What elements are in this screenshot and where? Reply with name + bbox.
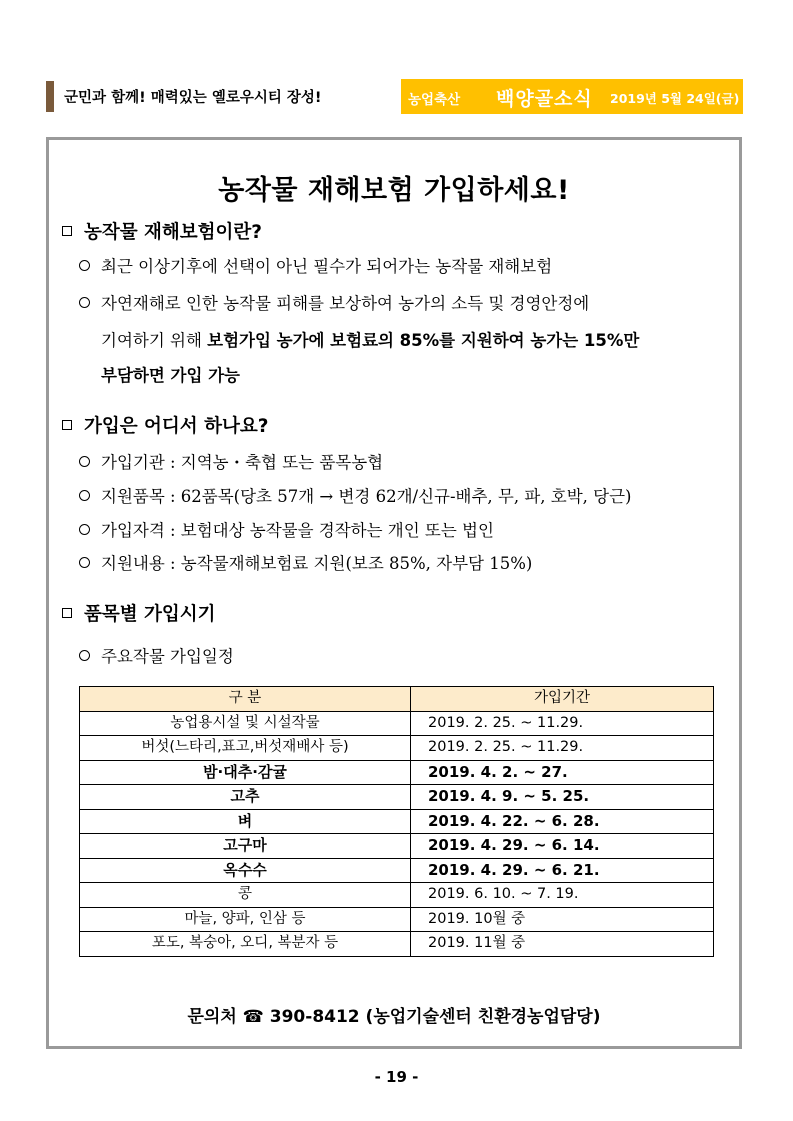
page-number: - 19 - [374, 1068, 419, 1086]
cell-item: 버섯(느타리,표고,버섯재배사 등) [80, 736, 411, 761]
table-row [80, 760, 714, 785]
header-date: 2019년 5월 24일(금) [610, 91, 740, 106]
header-slogan: 군민과 함께! 매력있는 옐로우시티 장성! [64, 90, 322, 106]
header-accent-bar [46, 81, 54, 112]
cell-period: 2019. 10월 중 [411, 907, 714, 932]
cell-period: 2019. 11월 중 [411, 932, 714, 957]
section-heading: 가입은 어디서 하나요? [59, 412, 268, 438]
cell-period: 2019. 2. 25. ~ 11.29. [411, 711, 714, 736]
circle-bullet-icon [79, 490, 90, 501]
header-newsletter-box [401, 79, 743, 114]
bullet-item: 가입기관 : 지역농・축협 또는 품목농협 [79, 449, 383, 473]
header-newsletter-title: 백양골소식 [496, 88, 593, 110]
cell-item: 옥수수 [80, 858, 411, 883]
bullet-continuation [101, 362, 240, 386]
cell-period: 2019. 4. 2. ~ 27. [411, 760, 714, 785]
circle-bullet-icon [79, 524, 90, 535]
page-header [46, 79, 743, 114]
cell-period: 2019. 4. 29. ~ 6. 21. [411, 858, 714, 883]
table-row [80, 785, 714, 810]
cell-item: 고구마 [80, 834, 411, 859]
cell-item: 포도, 복숭아, 오디, 복분자 등 [80, 932, 411, 957]
header-section: 농업축산 [408, 92, 461, 108]
bullet-item: 지원품목 : 62품목(당초 57개 → 변경 62개/신규-배추, 무, 파, 호박, 당근) [79, 483, 631, 507]
bullet-item: 최근 이상기후에 선택이 아닌 필수가 되어가는 농작물 재해보험 [79, 253, 552, 277]
table-row [80, 834, 714, 859]
circle-bullet-icon [79, 297, 90, 308]
article-frame [46, 137, 742, 1049]
table-row [80, 907, 714, 932]
square-bullet-icon [62, 226, 72, 236]
emphasis-text: 부담하면 가입 가능 [101, 366, 241, 385]
cell-item: 마늘, 양파, 인삼 등 [80, 907, 411, 932]
cell-item: 콩 [80, 883, 411, 908]
schedule-table [79, 686, 714, 957]
section-heading: 농작물 재해보험이란? [59, 218, 262, 244]
column-header-category: 구 분 [80, 687, 411, 712]
table-row [80, 711, 714, 736]
column-header-period: 가입기간 [411, 687, 714, 712]
cell-period: 2019. 6. 10. ~ 7. 19. [411, 883, 714, 908]
table-row [80, 932, 714, 957]
cell-period: 2019. 4. 22. ~ 6. 28. [411, 809, 714, 834]
table-row [80, 736, 714, 761]
emphasis-text: 보험가입 농가에 보험료의 85%를 지원하여 농가는 15%만 [207, 331, 640, 350]
bullet-item: 자연재해로 인한 농작물 피해를 보상하여 농가의 소득 및 경영안정에 [79, 290, 589, 314]
circle-bullet-icon [79, 650, 90, 661]
cell-item: 밤·대추·감귤 [80, 760, 411, 785]
circle-bullet-icon [79, 557, 90, 568]
article-title: 농작물 재해보험 가입하세요! [218, 175, 570, 206]
table-row [80, 883, 714, 908]
bullet-item: 주요작물 가입일정 [79, 643, 234, 667]
cell-period: 2019. 2. 25. ~ 11.29. [411, 736, 714, 761]
square-bullet-icon [62, 608, 72, 618]
table-row [80, 858, 714, 883]
contact-info: 문의처 ☎ 390-8412 (농업기술센터 친환경농업담당) [187, 1007, 601, 1027]
circle-bullet-icon [79, 456, 90, 467]
cell-item: 고추 [80, 785, 411, 810]
cell-item: 벼 [80, 809, 411, 834]
cell-period: 2019. 4. 29. ~ 6. 14. [411, 834, 714, 859]
section-heading: 품목별 가입시기 [59, 600, 216, 626]
table-row [80, 809, 714, 834]
cell-period: 2019. 4. 9. ~ 5. 25. [411, 785, 714, 810]
bullet-continuation: 기여하기 위해 보험가입 농가에 보험료의 85%를 지원하여 농가는 15%만 [101, 331, 640, 350]
cell-item: 농업용시설 및 시설작물 [80, 711, 411, 736]
circle-bullet-icon [79, 260, 90, 271]
bullet-item: 지원내용 : 농작물재해보험료 지원(보조 85%, 자부담 15%) [79, 550, 532, 574]
table-header-row [80, 687, 714, 712]
bullet-item: 가입자격 : 보험대상 농작물을 경작하는 개인 또는 법인 [79, 517, 494, 541]
square-bullet-icon [62, 420, 72, 430]
